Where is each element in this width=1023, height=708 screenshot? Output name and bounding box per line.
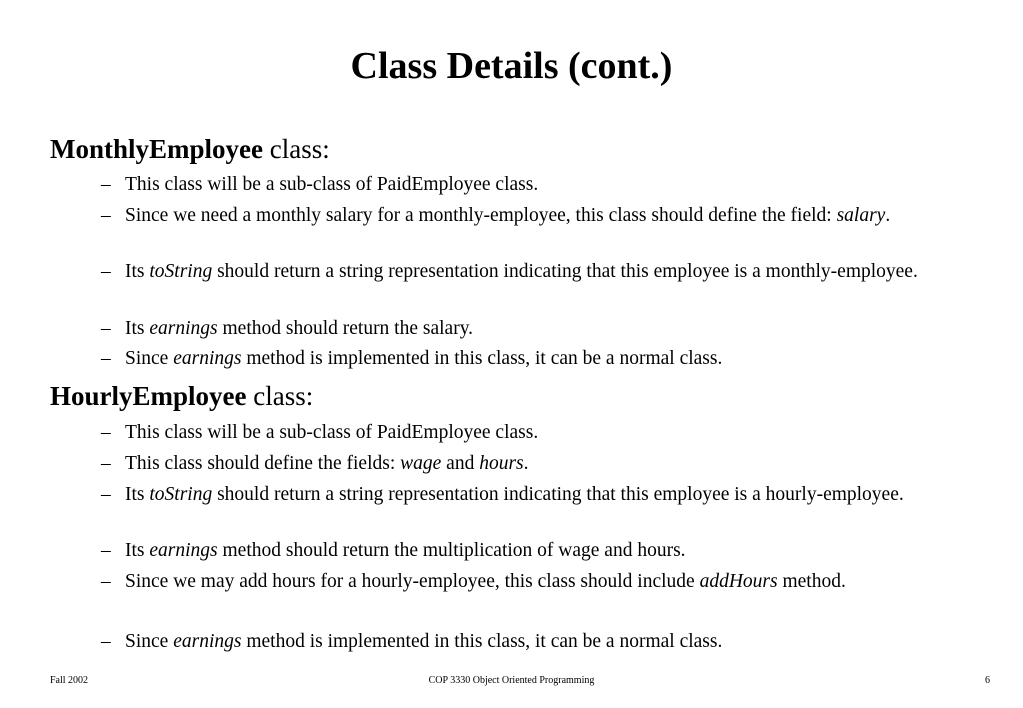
bullet-item <box>101 172 1001 197</box>
bullet-text-italic: earnings <box>173 348 242 369</box>
bullet-text: Since we need a monthly salary for a monthly-employee, this class should define the field: <box>125 205 837 226</box>
bullet-text: method should return the salary. <box>217 318 474 339</box>
bullet-text-italic: toString <box>149 484 213 505</box>
bullet-item <box>101 538 1001 563</box>
dash-bullet: – <box>101 453 111 474</box>
bullet-text: Its <box>125 484 150 505</box>
bullet-item <box>101 451 1001 476</box>
bullet-text-italic: salary <box>836 205 886 226</box>
class-suffix: class: <box>246 381 314 411</box>
bullet-text: Its <box>125 318 150 339</box>
bullet-text: . <box>885 205 891 226</box>
bullet-text: This class will be a sub-class of PaidEmployee class. <box>125 422 539 443</box>
bullet-text: . <box>523 453 529 474</box>
bullet-item <box>101 569 1001 594</box>
dash-bullet: – <box>101 205 111 226</box>
dash-bullet: – <box>101 571 111 592</box>
dash-bullet: – <box>101 631 111 652</box>
section-heading-monthly-employee <box>50 133 330 165</box>
class-name: HourlyEmployee <box>50 381 247 411</box>
dash-bullet: – <box>101 348 111 369</box>
footer-term: Fall 2002 <box>50 675 89 686</box>
class-name: MonthlyEmployee <box>50 134 263 164</box>
bullet-text: and <box>441 453 480 474</box>
bullet-text: method is implemented in this class, it can be a normal class. <box>241 348 723 369</box>
bullet-text-italic: wage <box>400 453 442 474</box>
slide-title: Class Details (cont.) <box>350 45 673 87</box>
bullet-text: method is implemented in this class, it can be a normal class. <box>241 631 723 652</box>
bullet-text-italic: earnings <box>149 318 218 339</box>
bullet-text: should return a string representation indicating that this employee is a hourly-employee. <box>212 484 904 505</box>
bullet-item <box>101 482 1001 507</box>
bullet-item <box>101 346 1001 371</box>
dash-bullet: – <box>101 318 111 339</box>
dash-bullet: – <box>101 422 111 443</box>
bullet-text: Since <box>125 348 174 369</box>
dash-bullet: – <box>101 540 111 561</box>
class-suffix: class: <box>263 134 330 164</box>
footer-course: COP 3330 Object Oriented Programming <box>428 675 595 686</box>
footer-page-number: 6 <box>985 675 990 686</box>
bullet-text-italic: addHours <box>699 571 778 592</box>
dash-bullet: – <box>101 174 111 195</box>
bullet-text-italic: hours <box>479 453 524 474</box>
bullet-text: should return a string representation indicating that this employee is a monthly-employee. <box>212 261 918 282</box>
dash-bullet: – <box>101 484 111 505</box>
bullet-item <box>101 420 1001 445</box>
bullet-text: Its <box>125 540 150 561</box>
bullet-text-italic: earnings <box>173 631 242 652</box>
bullet-text-italic: earnings <box>149 540 218 561</box>
bullet-item <box>101 203 1001 228</box>
bullet-text: This class should define the fields: <box>125 453 401 474</box>
bullet-item <box>101 629 1001 654</box>
bullet-item <box>101 259 1001 284</box>
bullet-text-italic: toString <box>149 261 213 282</box>
bullet-text: Its <box>125 261 150 282</box>
bullet-text: This class will be a sub-class of PaidEmployee class. <box>125 174 539 195</box>
bullet-text: method. <box>777 571 846 592</box>
dash-bullet: – <box>101 261 111 282</box>
section-heading-hourly-employee <box>50 380 313 412</box>
bullet-item <box>101 316 1001 341</box>
bullet-text: Since <box>125 631 174 652</box>
bullet-text: method should return the multiplication of wage and hours. <box>217 540 686 561</box>
bullet-text: Since we may add hours for a hourly-employee, this class should include <box>125 571 700 592</box>
